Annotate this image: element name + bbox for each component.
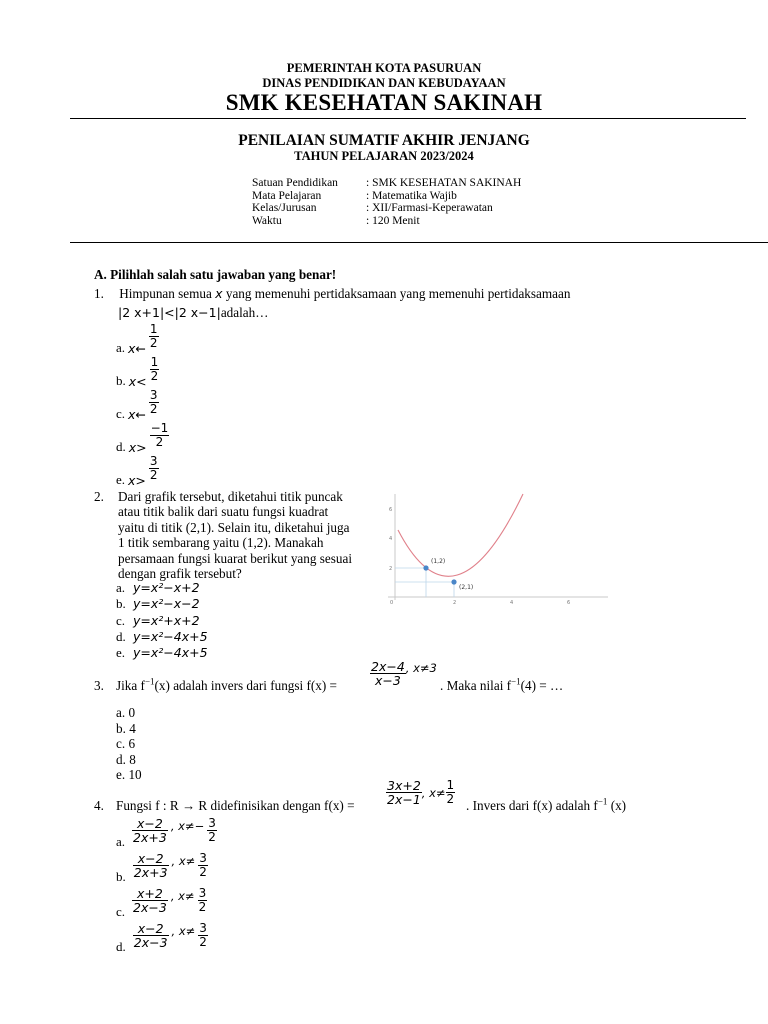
question-text: . Maka nilai f: [440, 678, 512, 693]
fraction-denominator: 2x−1: [387, 792, 421, 807]
info-value: : XII/Farmasi-Keperawatan: [366, 202, 493, 214]
fraction: [150, 422, 170, 449]
math-condition: , x≠: [170, 889, 195, 903]
fraction-denominator: 2: [149, 336, 158, 350]
question-text: Jika f: [116, 678, 145, 693]
fraction-denominator: 2: [155, 435, 164, 449]
math-expression: x←: [128, 407, 146, 422]
math-expression: x←: [128, 341, 146, 356]
q1-option-e[interactable]: [116, 454, 159, 488]
q2-option-b[interactable]: [116, 596, 208, 612]
fraction-numerator: 3x+2: [387, 778, 421, 793]
question-line: 1 titik sembarang yaitu (1,2). Manakah: [118, 535, 324, 551]
q1-option-d[interactable]: [116, 421, 169, 455]
q3-options: [116, 705, 142, 783]
info-divider: [70, 242, 768, 243]
q2-option-d[interactable]: [116, 629, 208, 645]
option-label: c.: [116, 904, 126, 919]
question-1-line2: [118, 304, 268, 322]
option-label: a.: [116, 580, 126, 595]
fraction-denominator: 2: [149, 468, 158, 482]
fraction-numerator: 1: [446, 778, 455, 792]
fraction-numerator: 3: [198, 886, 207, 900]
fraction-numerator: 2x−4: [371, 659, 405, 674]
fraction-denominator: 2: [150, 369, 159, 383]
question-3-tail: [440, 678, 563, 694]
option-label: b.: [116, 596, 126, 612]
info-label: Waktu: [252, 214, 282, 227]
fraction-denominator: 2x+3: [133, 865, 168, 880]
fraction-denominator: 2x−3: [133, 935, 168, 950]
fraction-denominator: x−3: [374, 673, 401, 688]
exam-title: PENILAIAN SUMATIF AKHIR JENJANG: [238, 132, 530, 149]
section-heading: A. Pilihlah salah satu jawaban yang benar!: [94, 267, 337, 282]
fraction-numerator: 3: [199, 921, 207, 935]
math-expression: y=x²−x−2: [133, 596, 200, 612]
fraction: [150, 356, 160, 383]
info-row: [252, 202, 521, 215]
q3-option-a[interactable]: a. 0: [116, 705, 136, 720]
question-line: Dari grafik tersebut, diketahui titik puncak: [118, 489, 343, 504]
fraction-denominator: 2: [199, 935, 207, 949]
question-text: adalah…: [220, 305, 269, 320]
question-number: 4.: [94, 798, 104, 813]
q2-option-c[interactable]: [116, 613, 208, 629]
fraction-numerator: x−2: [133, 852, 169, 866]
math-condition: , x≠: [171, 924, 196, 938]
question-line: dengan grafik tersebut?: [118, 566, 242, 582]
math-expression: x<: [128, 374, 147, 389]
fraction-denominator: 2: [198, 900, 207, 914]
option-label: a.: [116, 834, 126, 849]
fraction-numerator: x−2: [132, 817, 168, 831]
header-divider: [70, 118, 746, 119]
q3-option-b[interactable]: b. 4: [116, 720, 136, 736]
parabola-curve: [398, 494, 523, 576]
q4-option-c[interactable]: [116, 886, 207, 919]
fraction-numerator: 1: [150, 355, 159, 369]
fraction-numerator: 3: [208, 816, 216, 830]
question-number: 3.: [94, 678, 104, 693]
option-label: d.: [116, 939, 126, 954]
math-condition: , x≠: [171, 854, 196, 868]
info-row: [252, 177, 521, 190]
math-condition: , x≠−: [170, 819, 205, 833]
fraction: [386, 779, 422, 806]
fraction: [370, 660, 406, 687]
option-label: c.: [116, 612, 126, 628]
question-line: atau titik balik dari suatu fungsi kuadrat: [118, 504, 329, 520]
point-label: (2,1): [459, 584, 474, 591]
math-expression: y=x²−4x+5: [133, 645, 208, 661]
x-tick-label: 0: [390, 600, 394, 606]
question-number: 1.: [94, 286, 104, 301]
fraction-numerator: 1: [149, 322, 158, 336]
q3-option-d[interactable]: d. 8: [116, 751, 136, 767]
fraction-denominator: 2: [208, 830, 216, 844]
fraction: [149, 455, 159, 482]
option-label: c.: [116, 406, 126, 421]
fraction-numerator: x−2: [133, 922, 169, 936]
info-value: : Matematika Wajib: [366, 189, 457, 202]
info-label: Mata Pelajaran: [252, 189, 322, 202]
q3-option-c[interactable]: c. 6: [116, 736, 136, 751]
fraction: [446, 779, 456, 806]
fraction-denominator: 2: [199, 865, 207, 879]
info-value: : 120 Menit: [366, 214, 420, 227]
math-expression: y=x²+x+2: [133, 612, 200, 628]
q4-option-b[interactable]: [116, 851, 208, 884]
option-label: d.: [116, 439, 126, 454]
question-line: persamaan fungsi kuarat berikut yang sesuai: [118, 550, 353, 566]
q4-option-d[interactable]: [116, 921, 208, 954]
question-text: (4) = …: [520, 678, 564, 693]
exam-year: TAHUN PELAJARAN 2023/2024: [294, 149, 474, 163]
math-condition: , x≠: [421, 785, 446, 800]
option-label: b.: [116, 869, 126, 884]
fraction: [149, 323, 159, 350]
question-3: [94, 678, 337, 694]
fraction: [133, 852, 169, 879]
superscript: −1: [511, 676, 521, 687]
math-condition: , x≠3: [405, 660, 437, 675]
fraction: [207, 817, 217, 844]
question-1: [94, 286, 570, 302]
fraction-numerator: 3: [199, 851, 207, 865]
superscript: −1: [597, 796, 608, 807]
option-label: d.: [116, 628, 126, 644]
fraction: [198, 887, 208, 914]
x-tick-label: 6: [567, 600, 571, 606]
question-text: . Invers dari f(x) adalah f: [466, 798, 598, 813]
question-4: [94, 798, 355, 814]
info-value: : SMK KESEHATAN SAKINAH: [366, 177, 522, 189]
q3-function: [370, 660, 437, 687]
header-school-name: SMK KESEHATAN SAKINAH: [225, 90, 543, 115]
y-tick-label: 2: [389, 566, 393, 572]
question-4-tail: [466, 798, 626, 814]
fraction: [198, 852, 208, 879]
math-expression: y=x²−x+2: [133, 580, 200, 595]
fraction: [132, 887, 168, 914]
q4-option-a[interactable]: [116, 816, 217, 849]
fraction-numerator: −1: [150, 421, 169, 435]
x-tick-label: 2: [453, 600, 457, 606]
question-number: 2.: [94, 489, 104, 504]
question-text: Fungsi f : R → R didefinisikan dengan f(x) =: [116, 798, 355, 813]
fraction: [149, 389, 159, 416]
q2-option-a[interactable]: [116, 580, 208, 596]
fraction: [198, 922, 208, 949]
fraction: [132, 817, 168, 844]
option-label: b.: [116, 373, 126, 388]
fraction: [133, 922, 169, 949]
q4-function: [386, 779, 455, 806]
q1-option-a[interactable]: [116, 322, 159, 356]
fraction-numerator: x+2: [132, 887, 168, 901]
y-tick-label: 4: [389, 536, 393, 542]
info-row: [252, 215, 521, 228]
info-table: [252, 177, 521, 227]
question-line: yaitu di titik (2,1). Selain itu, diketahui juga: [118, 519, 350, 535]
info-label: Kelas/Jurusan: [252, 202, 317, 214]
math-expression: x>: [128, 440, 147, 455]
q2-options: [116, 580, 208, 661]
math-variable: x: [215, 286, 223, 301]
math-expression: |2 x+1|<|2 x−1|: [118, 305, 221, 320]
question-text: (x) adalah invers dari fungsi f(x) =: [154, 678, 337, 693]
option-label: a.: [116, 340, 126, 355]
info-row: [252, 190, 521, 203]
option-label: e.: [116, 472, 126, 487]
header-department: DINAS PENDIDIKAN DAN KEBUDAYAAN: [262, 76, 506, 90]
math-expression: y=x²−4x+5: [133, 628, 208, 644]
fraction-numerator: 3: [149, 388, 158, 402]
x-tick-label: 4: [510, 600, 514, 606]
fraction-denominator: 2x−3: [133, 900, 167, 915]
info-label: Satuan Pendidikan: [252, 177, 338, 189]
header-government: PEMERINTAH KOTA PASURUAN: [286, 61, 482, 75]
fraction-denominator: 2x+3: [133, 830, 167, 845]
q1-option-b[interactable]: [116, 355, 159, 389]
math-expression: x>: [128, 473, 146, 488]
point-label: (1,2): [431, 558, 446, 565]
parabola-graph: [386, 490, 610, 608]
point-1-2: [423, 565, 428, 570]
question-text: (x): [607, 798, 627, 813]
q3-option-e[interactable]: e. 10: [116, 767, 142, 782]
point-2-1: [451, 579, 456, 584]
y-tick-label: 6: [389, 507, 393, 513]
option-label: e.: [116, 645, 126, 661]
q2-option-e[interactable]: [116, 645, 208, 661]
fraction-denominator: 2: [446, 792, 455, 806]
q1-option-c[interactable]: [116, 388, 159, 422]
fraction-numerator: 3: [149, 454, 158, 468]
question-text: yang memenuhi pertidaksamaan yang memenuhi pertidaksamaan: [225, 286, 571, 301]
question-text: Himpunan semua: [119, 286, 212, 301]
fraction-denominator: 2: [149, 402, 158, 416]
superscript: −1: [144, 676, 155, 687]
question-2: [94, 489, 405, 581]
